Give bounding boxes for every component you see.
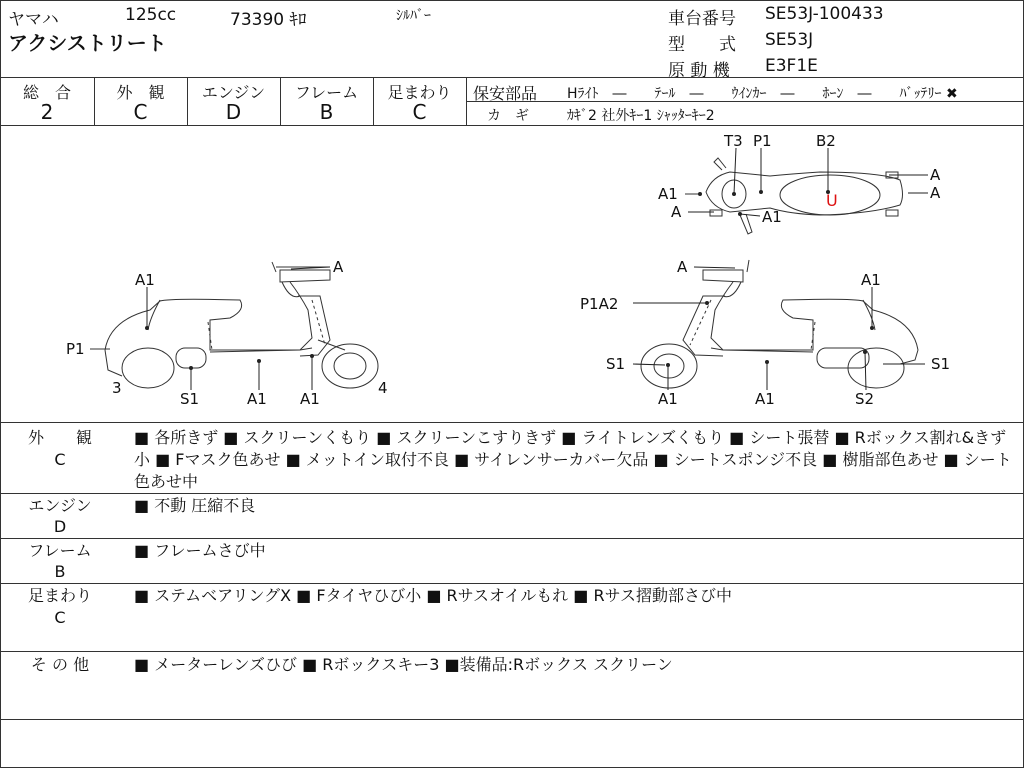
- safety-items: Hﾗｲﾄ ― ﾃｰﾙ ― ｳｲﾝｶｰ ― ﾎｰﾝ ― ﾊﾞｯﾃﾘｰ ✖: [567, 86, 958, 102]
- comment-text: ■ 各所きず ■ スクリーンくもり ■ スクリーンこすりきず ■ ライトレンズくもり ■ シート張替 ■ Rボックス割れ&きず小 ■ Fマスク色あせ ■ メットイン取付不良 ■ サイレンサーカバー欠品 ■ シートスポンジ不良 ■ 樹脂部色あせ ■ シート色あせ中: [134, 428, 1012, 491]
- top-view-scooter: [685, 158, 903, 234]
- label-p1: P1: [753, 132, 772, 150]
- label-s1: S1: [606, 355, 626, 373]
- type-label: 型 式: [668, 35, 736, 55]
- label-3: 3: [112, 379, 122, 397]
- label-a1: A1: [658, 390, 678, 408]
- label-a1: A1: [135, 271, 155, 289]
- comment-label: フレーム: [28, 541, 92, 560]
- label-a: A: [930, 166, 941, 184]
- divider: [0, 583, 1024, 584]
- comment-grade: C: [54, 608, 66, 627]
- label-a1: A1: [755, 390, 775, 408]
- label-a: A: [677, 258, 688, 276]
- exterior-label: 外 観: [116, 83, 165, 102]
- suspension-grade-label: 足まわり: [387, 83, 452, 102]
- scooter-diagram: [0, 126, 1024, 422]
- engine-label: 原 動 機: [668, 61, 730, 81]
- frame-no: SE53J-100433: [765, 4, 884, 24]
- comment-text: ■ メーターレンズひび ■ Rボックスキー3 ■装備品:Rボックス スクリーン: [134, 655, 673, 674]
- comment-text: ■ ステムベアリングX ■ Fタイヤひび小 ■ Rサスオイルもれ ■ Rサス摺動部さび中: [134, 586, 732, 605]
- label-s1: S1: [180, 390, 200, 408]
- displacement: 125cc: [125, 5, 177, 25]
- divider: [0, 493, 1024, 494]
- safety-label: 保安部品: [473, 84, 538, 103]
- engine-grade: D: [225, 100, 242, 124]
- divider: [0, 77, 1024, 78]
- leader-lines: [147, 148, 928, 390]
- comment-label: そ の 他: [30, 655, 90, 674]
- comment-grade: D: [53, 517, 67, 536]
- label-a: A: [930, 184, 941, 202]
- divider: [0, 422, 1024, 423]
- frame-no-label: 車台番号: [668, 9, 736, 29]
- maker: ヤマハ: [8, 10, 59, 30]
- model-name: アクシストリート: [8, 31, 167, 55]
- left-side-scooter: [90, 262, 378, 388]
- engine-grade-label: エンジン: [201, 83, 266, 102]
- label-a1: A1: [861, 271, 881, 289]
- comment-text: ■ フレームさび中: [134, 541, 266, 560]
- label-s2: S2: [855, 390, 875, 408]
- label-4: 4: [378, 379, 388, 397]
- suspension-grade: C: [412, 100, 427, 124]
- divider: [0, 651, 1024, 652]
- frame-grade: B: [319, 100, 334, 124]
- key-info: ｶｷﾞ2 社外ｷｰ1 ｼｬｯﾀｰｷｰ2: [567, 108, 715, 124]
- key-label: カ ギ: [487, 108, 529, 124]
- comment-label: 外 観: [27, 428, 92, 447]
- label-a1: A1: [300, 390, 320, 408]
- exterior-grade: C: [133, 100, 148, 124]
- comment-text: ■ 不動 圧縮不良: [134, 496, 256, 515]
- comment-grade: C: [54, 450, 66, 469]
- label-a: A: [671, 203, 682, 221]
- frame-grade-label: フレーム: [294, 83, 359, 102]
- label-a1: A1: [247, 390, 267, 408]
- label-t3: T3: [724, 132, 743, 150]
- label-a1: A1: [762, 208, 782, 226]
- comment-grade: B: [54, 562, 66, 581]
- mark-u: U: [826, 191, 838, 210]
- divider: [0, 538, 1024, 539]
- divider: [0, 719, 1024, 720]
- overall-grade: 2: [40, 100, 54, 124]
- overall-label: 総 合: [22, 83, 71, 102]
- label-p1: P1: [66, 340, 85, 358]
- label-p1a2: P1A2: [580, 295, 619, 313]
- label-s1: S1: [931, 355, 951, 373]
- comment-label: 足まわり: [27, 586, 92, 605]
- body-color: ｼﾙﾊﾞｰ: [396, 8, 431, 24]
- mileage: 73390 ｷﾛ: [230, 10, 307, 30]
- label-a: A: [333, 258, 344, 276]
- label-b2: B2: [816, 132, 836, 150]
- comment-label: エンジン: [28, 496, 92, 515]
- label-a1: A1: [658, 185, 678, 203]
- type-value: SE53J: [765, 30, 814, 50]
- engine-value: E3F1E: [765, 56, 818, 76]
